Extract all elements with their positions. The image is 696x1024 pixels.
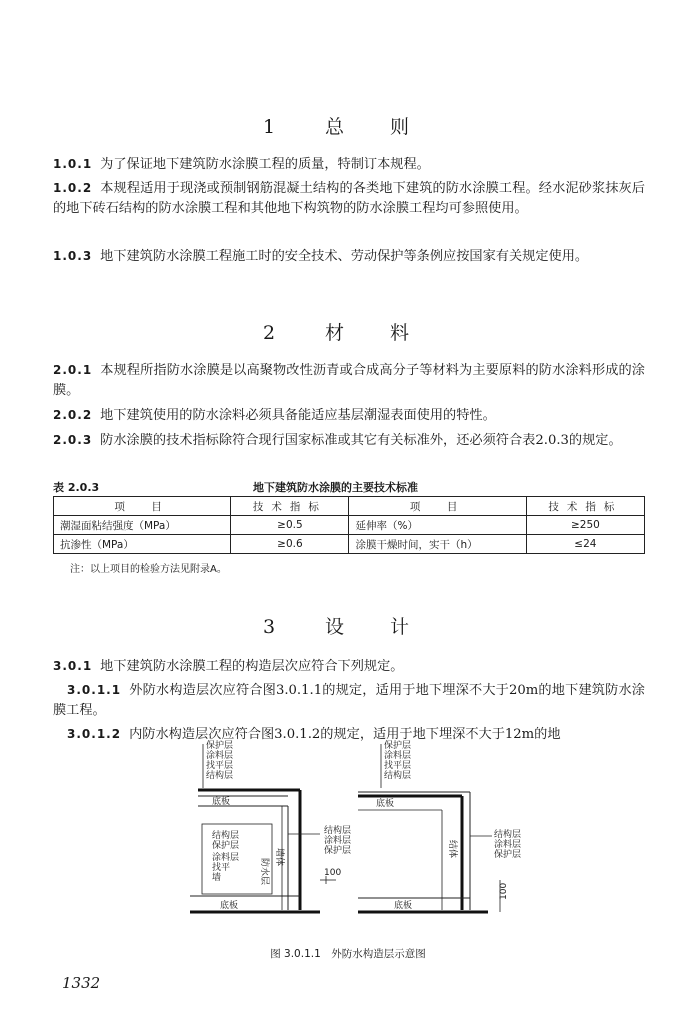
table-cell: ≥250 bbox=[526, 516, 644, 535]
fig-label: 结构层 bbox=[212, 831, 240, 841]
fig-label: 涂料层 bbox=[212, 853, 240, 863]
fig-label: 结构层 bbox=[494, 830, 522, 840]
table-header: 项 目 bbox=[54, 497, 231, 516]
clause-2-0-2: 2.0.2 地下建筑使用的防水涂料必须具备能适应基层潮湿表面使用的特性。 bbox=[53, 408, 496, 423]
table-cell: 延伸率（%） bbox=[349, 516, 526, 535]
fig-label: 底板 bbox=[212, 797, 231, 807]
table-row bbox=[54, 516, 645, 535]
right-diagram bbox=[358, 740, 521, 912]
table-row bbox=[54, 535, 645, 554]
fig-label: 结构层 bbox=[324, 826, 352, 836]
fig-label: 底板 bbox=[220, 901, 239, 911]
table-title: 地下建筑防水涂膜的主要技术标准 bbox=[253, 481, 418, 494]
page-number: 1332 bbox=[62, 974, 101, 992]
fig-label: 涂料层 bbox=[494, 840, 522, 850]
table-cell: ≤24 bbox=[526, 535, 644, 554]
spec-table bbox=[53, 496, 645, 554]
chapter-heading-3: 3 设 计 bbox=[262, 616, 412, 638]
table-header: 技术指标 bbox=[526, 497, 644, 516]
fig-label: 保护层 bbox=[324, 846, 352, 856]
clause-2-0-1: 2.0.1 本规程所指防水涂膜是以高聚物改性沥青或合成高分子等材料为主要原料的防水涂料形成的涂膜。 bbox=[53, 363, 645, 398]
fig-label: 结构层 bbox=[206, 771, 234, 781]
fig-label: 涂料层 bbox=[384, 751, 412, 761]
fig-label: 墙 bbox=[212, 873, 222, 883]
clause-number: 2.0.3 bbox=[53, 433, 93, 447]
fig-label: 保护层 bbox=[212, 841, 240, 851]
fig-label: 找平层 bbox=[384, 761, 412, 771]
table-header: 项 目 bbox=[349, 497, 526, 516]
left-diagram bbox=[190, 740, 351, 912]
fig-label: 保护层 bbox=[494, 850, 522, 860]
clause-3-0-1-1: 3.0.1.1 外防水构造层次应符合图3.0.1.1的规定，适用于地下埋深不大于20m的地下建筑防水涂膜工程。 bbox=[53, 683, 645, 718]
clause-number: 3.0.1 bbox=[53, 659, 93, 673]
fig-label: 找平 bbox=[212, 863, 231, 873]
clause-number: 1.0.2 bbox=[53, 181, 93, 195]
table-cell: 涂膜干燥时间，实干（h） bbox=[349, 535, 526, 554]
clause-number: 3.0.1.2 bbox=[67, 727, 122, 741]
fig-label: 涂料层 bbox=[324, 836, 352, 846]
clause-1-0-1: 1.0.1 为了保证地下建筑防水涂膜工程的质量，特制订本规程。 bbox=[53, 157, 430, 172]
fig-label: 墙体 bbox=[274, 848, 284, 867]
clause-3-0-1-2: 3.0.1.2 内防水构造层次应符合图3.0.1.2的规定，适用于地下埋深不大于12m的地 bbox=[67, 727, 561, 742]
table-note: 注：以上项目的检验方法见附录A。 bbox=[70, 564, 227, 575]
clause-number: 2.0.1 bbox=[53, 363, 93, 377]
table-caption bbox=[53, 479, 645, 495]
table-header: 技术指标 bbox=[231, 497, 349, 516]
table-header-row bbox=[54, 497, 645, 516]
table-cell: ≥0.6 bbox=[231, 535, 349, 554]
table-number: 表 2.0.3 bbox=[53, 481, 100, 494]
figure-caption: 图 3.0.1.1 外防水构造层示意图 bbox=[270, 948, 426, 960]
fig-label: 底板 bbox=[394, 901, 413, 911]
clause-number: 2.0.2 bbox=[53, 408, 93, 422]
table-cell: 抗渗性（MPa） bbox=[54, 535, 231, 554]
construction-layer-figure bbox=[170, 740, 550, 940]
clause-number: 1.0.1 bbox=[53, 157, 93, 171]
fig-label: 结体 bbox=[447, 840, 457, 859]
fig-label: 100 bbox=[499, 882, 509, 900]
clause-3-0-1: 3.0.1 地下建筑防水涂膜工程的构造层次应符合下列规定。 bbox=[53, 659, 404, 674]
fig-label: 100 bbox=[324, 868, 342, 878]
chapter-heading-1: 1 总 则 bbox=[262, 116, 412, 138]
fig-label: 保护层 bbox=[206, 741, 234, 751]
fig-label: 底板 bbox=[376, 799, 395, 809]
fig-label: 找平层 bbox=[206, 761, 234, 771]
clause-1-0-2: 1.0.2 本规程适用于现浇或预制钢筋混凝土结构的各类地下建筑的防水涂膜工程。经水泥砂浆抹灰后的地下砖石结构的防水涂膜工程和其他地下构筑物的防水涂膜工程均可参照使用。 bbox=[53, 181, 645, 216]
fig-label: 涂料层 bbox=[206, 751, 234, 761]
clause-1-0-3: 1.0.3 地下建筑防水涂膜工程施工时的安全技术、劳动保护等条例应按国家有关规定使用。 bbox=[53, 249, 589, 264]
fig-label: 保护层 bbox=[384, 741, 412, 751]
clause-number: 3.0.1.1 bbox=[67, 683, 122, 697]
clause-2-0-3: 2.0.3 防水涂膜的技术指标除符合现行国家标准或其它有关标准外，还必须符合表2.0.3的规定。 bbox=[53, 433, 622, 448]
table-cell: ≥0.5 bbox=[231, 516, 349, 535]
fig-label: 结构层 bbox=[384, 771, 412, 781]
table-cell: 潮湿面粘结强度（MPa） bbox=[54, 516, 231, 535]
fig-label: 防水层 bbox=[259, 858, 269, 886]
clause-number: 1.0.3 bbox=[53, 249, 93, 263]
chapter-heading-2: 2 材 料 bbox=[262, 322, 412, 344]
